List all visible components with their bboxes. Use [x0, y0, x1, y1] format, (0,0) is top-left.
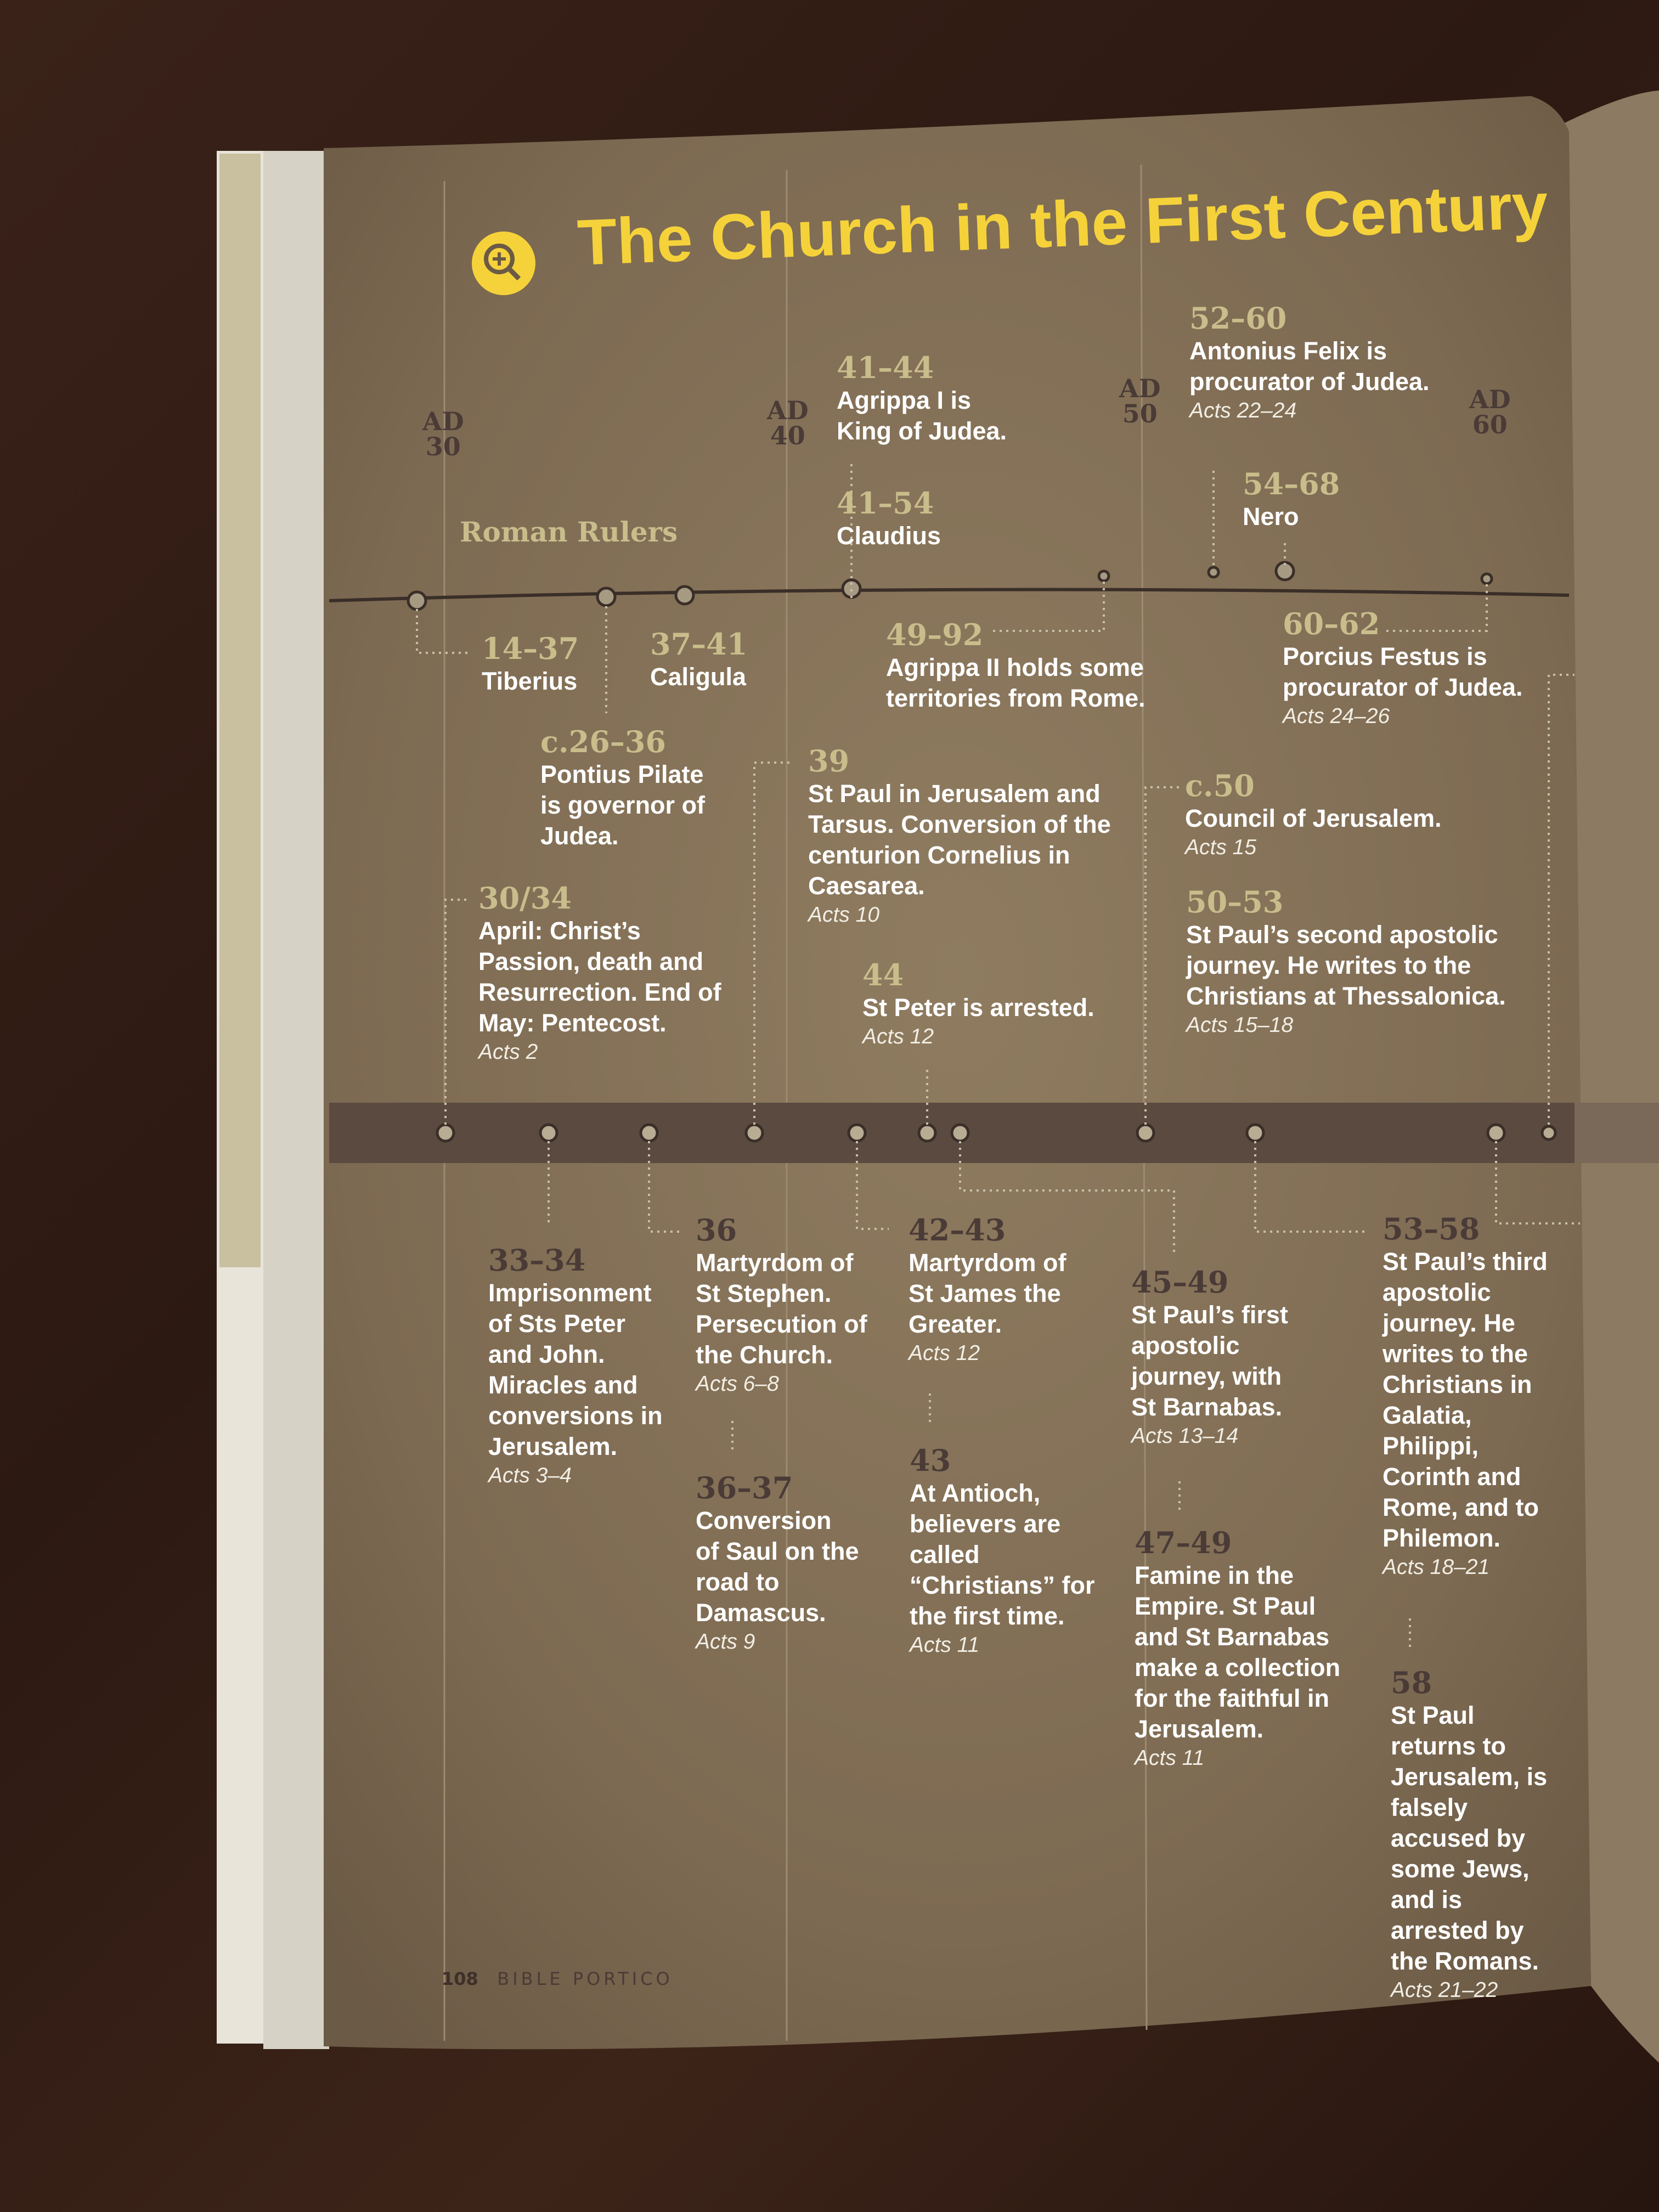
ad-marker-50 — [1119, 376, 1161, 426]
event-47-49 — [1135, 1525, 1365, 1772]
event-reference: Acts 10 — [808, 903, 880, 927]
ruler-reference: Acts 24–26 — [1283, 704, 1390, 728]
book-title: BIBLE PORTICO — [497, 1968, 673, 1989]
event-marker — [1542, 1126, 1555, 1139]
event-text: St Paul in Jerusalem and Tarsus. Conversion of the centurion Cornelius in Caesarea. — [808, 780, 1111, 900]
ruler-marker — [843, 580, 860, 597]
event-marker — [641, 1125, 657, 1141]
event-reference: Acts 11 — [1135, 1746, 1205, 1770]
ruler-years: 41–54 — [837, 486, 934, 521]
event-50-53 — [1186, 884, 1526, 1039]
event-text: Famine in the Empire. St Paul and St Barnabas make a collection for the faithful in Jerusalem. — [1135, 1561, 1341, 1743]
ruler-porcius-festus — [1283, 606, 1530, 730]
event-text: St Paul’s second apostolic journey. He writes to the Christians at Thessalonica. — [1186, 921, 1506, 1010]
event-marker — [746, 1125, 763, 1141]
page-footer — [442, 1968, 673, 1989]
event-c50 — [1185, 768, 1492, 861]
ruler-name: Agrippa I is King of Judea. — [837, 386, 1007, 445]
ad-year: 30 — [425, 432, 461, 461]
event-text: April: Christ’s Passion, death and Resurrection. End of May: Pentecost. — [478, 917, 721, 1037]
ruler-tiberius — [482, 631, 579, 697]
event-39 — [808, 743, 1115, 929]
event-text: Conversion of Saul on the road to Damascus. — [696, 1506, 859, 1627]
ad-label: AD — [422, 407, 464, 436]
event-marker — [540, 1125, 557, 1141]
ad-label: AD — [1119, 374, 1161, 403]
event-marker — [849, 1125, 865, 1141]
event-marker — [952, 1125, 968, 1141]
event-years: 33–34 — [488, 1243, 586, 1278]
event-reference: Acts 15–18 — [1186, 1013, 1294, 1037]
event-43 — [910, 1443, 1107, 1659]
ruler-years: 49–92 — [886, 617, 984, 652]
event-years: 58 — [1391, 1665, 1432, 1700]
event-reference: Acts 9 — [696, 1630, 755, 1654]
event-44 — [862, 957, 1148, 1051]
event-text: St Paul returns to Jerusalem, is falsely accused by some Jews, and is arrested by the Romans. — [1391, 1701, 1548, 1975]
ruler-years: 37–41 — [650, 627, 748, 662]
page-number: 108 — [442, 1968, 478, 1989]
magnifier-plus-icon — [472, 232, 535, 295]
event-58 — [1391, 1665, 1566, 2004]
ruler-marker — [1099, 571, 1109, 581]
event-reference: Acts 21–22 — [1391, 1978, 1498, 2002]
event-45-49 — [1131, 1265, 1312, 1450]
event-text: Martyrdom of St James the Greater. — [909, 1249, 1066, 1338]
ruler-pontius-pilate — [540, 724, 727, 851]
ad-label: AD — [1469, 385, 1511, 414]
ad-marker-30 — [422, 409, 464, 459]
event-30-34 — [478, 881, 736, 1066]
ruler-name: Nero — [1243, 503, 1299, 531]
ruler-name: Antonius Felix is procurator of Judea. — [1189, 337, 1430, 396]
event-marker — [1247, 1125, 1263, 1141]
ruler-name: Tiberius — [482, 667, 578, 695]
event-36-37 — [696, 1470, 860, 1656]
event-text: St Peter is arrested. — [862, 994, 1094, 1022]
event-years: 47–49 — [1135, 1525, 1232, 1560]
ruler-marker — [1209, 567, 1218, 577]
roman-rulers-label: Roman Rulers — [460, 516, 678, 548]
ad-year: 50 — [1122, 399, 1158, 428]
ruler-name: Pontius Pilate is governor of Judea. — [540, 760, 706, 850]
ad-year: 40 — [770, 421, 805, 450]
event-33-34 — [488, 1243, 675, 1489]
event-text: Imprisonment of Sts Peter and John. Miracles and conversions in Jerusalem. — [488, 1279, 663, 1460]
ruler-agrippa-i — [837, 350, 1018, 447]
ruler-years: 52–60 — [1189, 301, 1287, 336]
event-text: Council of Jerusalem. — [1185, 804, 1442, 832]
event-42-43 — [909, 1212, 1073, 1367]
event-years: 44 — [862, 957, 904, 992]
event-text: At Antioch, believers are called “Christians” for the first time. — [910, 1479, 1095, 1630]
event-reference: Acts 15 — [1185, 836, 1257, 859]
ruler-marker — [676, 586, 693, 604]
ruler-name: Porcius Festus is procurator of Judea. — [1283, 642, 1523, 701]
ruler-marker — [597, 588, 615, 606]
ruler-agrippa-ii — [886, 617, 1171, 714]
event-years: 45–49 — [1131, 1265, 1229, 1300]
event-reference: Acts 11 — [910, 1633, 980, 1657]
ruler-marker — [408, 592, 426, 610]
event-text: Martyrdom of St Stephen. Persecution of the Church. — [696, 1249, 867, 1369]
event-years: 43 — [910, 1443, 951, 1478]
event-years: c.50 — [1185, 768, 1255, 803]
event-marker — [1137, 1125, 1154, 1141]
event-reference: Acts 18–21 — [1383, 1555, 1490, 1579]
page-title: The Church in the First Century — [576, 170, 1549, 279]
event-years: 42–43 — [909, 1212, 1006, 1248]
event-text: St Paul’s third apostolic journey. He writes to the Christians in Galatia, Philippi, Corinth and Rome, and to Philemon. — [1383, 1248, 1548, 1552]
ruler-years: 41–44 — [837, 350, 934, 385]
event-years: 30/34 — [478, 881, 572, 916]
event-reference: Acts 6–8 — [696, 1372, 779, 1396]
event-reference: Acts 3–4 — [488, 1464, 572, 1487]
ruler-marker — [1482, 574, 1492, 584]
event-years: 36–37 — [696, 1470, 793, 1505]
event-text: St Paul’s first apostolic journey, with St Barnabas. — [1131, 1301, 1288, 1421]
event-reference: Acts 12 — [862, 1025, 934, 1048]
event-years: 36 — [696, 1212, 737, 1248]
ruler-caligula — [650, 627, 747, 692]
ruler-reference: Acts 22–24 — [1189, 399, 1297, 422]
event-reference: Acts 13–14 — [1131, 1424, 1239, 1448]
event-marker — [919, 1125, 935, 1141]
ad-marker-60 — [1469, 387, 1511, 437]
event-marker — [437, 1125, 454, 1141]
event-marker — [1488, 1125, 1504, 1141]
ruler-years: 14–37 — [482, 631, 579, 666]
event-36 — [696, 1212, 877, 1398]
ruler-name: Claudius — [837, 522, 941, 550]
ruler-name: Agrippa II holds some territories from Rome. — [886, 653, 1146, 712]
ad-year: 60 — [1472, 410, 1508, 439]
event-reference: Acts 12 — [909, 1341, 980, 1365]
event-reference: Acts 2 — [478, 1040, 538, 1064]
ad-label: AD — [767, 396, 809, 425]
ruler-years: 54–68 — [1243, 466, 1340, 501]
event-53-58 — [1383, 1211, 1564, 1581]
event-years: 53–58 — [1383, 1211, 1480, 1246]
page-stack-edge — [263, 151, 329, 2049]
ruler-years: c.26–36 — [540, 724, 666, 759]
event-years: 39 — [808, 743, 850, 778]
ruler-years: 60–62 — [1283, 606, 1380, 641]
ruler-antonius-felix — [1189, 301, 1447, 425]
ruler-nero — [1243, 466, 1340, 532]
event-years: 50–53 — [1186, 884, 1284, 919]
ruler-name: Caligula — [650, 663, 747, 691]
ad-marker-40 — [767, 398, 809, 448]
decorative-map-cover — [219, 154, 261, 1267]
ruler-claudius — [837, 486, 941, 551]
